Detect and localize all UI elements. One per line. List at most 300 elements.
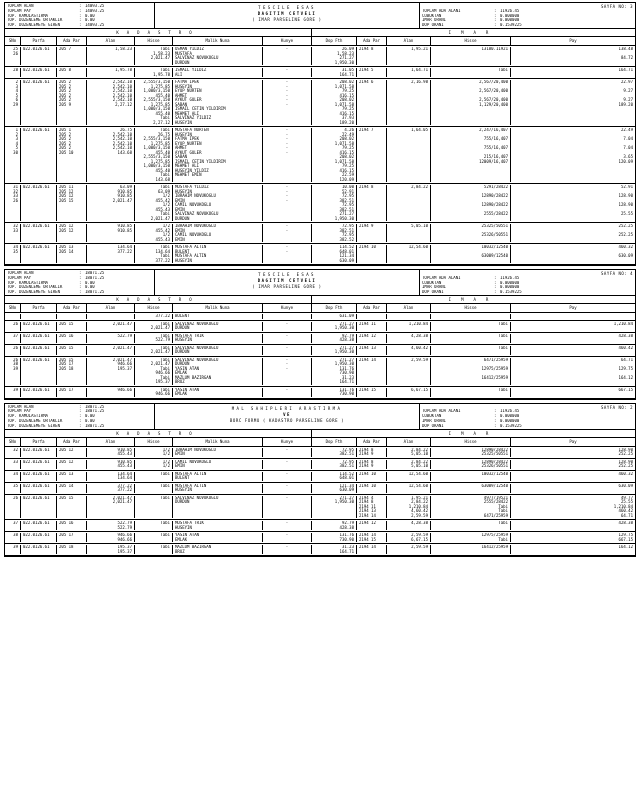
cell-parsel: 022.0126.61 [21,533,57,542]
cell-ihisse: 6471/25959 12975/25959 16412/25959 [431,358,511,385]
summary-value: 0.00 [85,280,95,285]
cell-alan: 2,021.47 2,021.47 [87,496,135,519]
cell-hisse: Tabi 522.79 [135,334,173,343]
column-header-sno: SNo [5,37,21,45]
cell-malik: MUSTAFA TRIK HUSEYIN [173,521,263,530]
summary-value: 0.00 [85,414,95,419]
cell-parsel: 022.0126.61 [21,128,57,182]
cell-kunye [263,314,312,319]
section-header [5,270,635,296]
cell-ialan: 2,16.98 [387,80,431,125]
cell-pay: 428.38 [618,333,633,338]
zoning-band-label: IMAR [448,30,499,35]
cell-hisse: 1/2 455.42 1/2 455.43 [135,224,173,242]
cell-adapar: 205 2 205 2 205 2 205 2 205 2 205 9 [57,80,87,125]
colon-separator: : [79,404,82,409]
cell-sno: 38 [5,533,21,542]
cell-alan: 195.37 195.37 [87,545,135,554]
cell-ialan: 12,54.60 [387,245,431,263]
cell-kunye: - [263,545,312,554]
cell-kunye: - [263,388,312,397]
cell-ialan: 1,210.84 [387,322,431,331]
cell-orfk: 31.23 164.71 [312,545,357,554]
cell-adapar: 205 13 [57,472,87,481]
cell-malik: BULENT [173,314,263,319]
cell-ialan: 2,59.59 [387,545,431,554]
cell-ihisse: 5291/28422 12890/28422 12890/28422 2555/28422 [431,185,511,221]
cell-ialan: 2,59.59 6,67.15 [387,533,431,542]
cell-parsel: 022.0126.61 [21,334,57,343]
block-total-value: 0.1539225 [500,23,522,28]
cell-sno: 32 [5,448,21,457]
column-header-parsel: Parfa [21,37,57,45]
table-row [5,357,635,387]
cell-hisse: 377.22 [135,314,173,319]
cell-malik: OSMAN YILDIZ MUSTAFA SALVINAZ NOVUKOGLU DURDUN [173,47,263,65]
cell-adapar: 205 13 205 14 [57,245,87,263]
cell-parsel: 022.0126.61 [21,224,57,242]
column-header-ialan: Alan [387,438,431,446]
cell-parsel: 022.0126.61 [21,185,57,221]
cadastre-band-label: KADASTRO [5,430,312,437]
cell-ialan: 12,54.60 [387,472,431,481]
column-header-parsel: Parfa [21,304,57,312]
cell-parsel: 022.0126.61 [21,388,57,397]
summary-value: 14093.25 [85,23,105,28]
cell-iadapar: 2194 12 [357,334,387,343]
cell-hisse: Tabi 63.09 1/2 455.42 1/2 455.43 Tabi 2,021.47 [135,185,173,221]
cell-orfk: 114.52 648.01 121.34 630.09 [312,245,357,263]
column-headers [5,304,635,313]
cell-pay: 164.12 [618,545,633,549]
block-total-value: 0.1539225 [500,290,522,295]
cell-malik: MAZLUM BAZIRGAN BRUZ [173,545,263,554]
summary-label: TOP. DUZENLEME ORTAKLIK [7,418,63,423]
block-total-value: 0.000000 [500,418,520,423]
cell-hisse: Tabi [135,496,173,519]
table-row [5,520,635,532]
column-header-iadapar: Ada Par [357,438,387,446]
block-total-label: TOPLAM ADA ALANI [422,275,461,280]
cell-ihisse: Tabi [431,68,511,77]
summary-label: TOP. KAMULASTIRMA [7,280,48,285]
cell-alan: 134.64 377.22 [87,245,135,263]
cell-ihisse: Tabi [431,334,511,343]
colon-separator: : [79,290,82,295]
block-total-value: 0.000000 [500,414,520,419]
cell-parsel: 022.0126.61 [21,47,57,65]
cell-adapar: 205 16 [57,521,87,530]
cell-orfk: 92.79 428.38 [312,521,357,530]
table-row [5,471,635,483]
cell-malik: SALVINAZ NOVUKOGLU DURDUN [173,346,263,355]
cell-kunye: - [263,334,312,343]
table-row [5,387,635,399]
colon-separator: : [494,8,497,13]
column-header-sno: SNo [5,304,21,312]
column-header-orfk: Dop Fth [312,37,357,45]
cell-iadapar: 2194 11 [357,322,387,331]
cell-iadapar: 2194 12 [357,521,387,530]
page-number: SAYFA NO: 4 [601,271,633,276]
cell-pay: 128.90 252.25 [618,459,633,468]
cell-alan: 522.79 [87,334,135,343]
column-header-orfk: Dop Fth [312,304,357,312]
cell-ihisse: 2,567/20,400 2,567/20,400 2,567/20,400 1,129/20,400 [431,80,511,125]
summary-label: TOP. DUZENLEMEYE GIREN [7,23,60,28]
block-total-value: 0.000000 [500,18,520,23]
zoning-band-label: IMAR [448,430,499,436]
cell-malik: SALVINAZ NOVUKOGLU DURDUN [173,322,263,331]
colon-separator: : [79,13,82,18]
cell-orfk: 631.09 [312,314,357,319]
cell-alan: 1,95.78 [87,68,135,77]
block-total-value: 0.000000 [500,285,520,290]
cell-ihisse: 25325/50551 25326/50551 [431,224,511,242]
cell-ihisse: Tabi [431,521,511,530]
cell-pay: 164.71 [618,68,633,72]
table-row [5,67,635,79]
column-header-kunye: Kunye [263,438,312,446]
cell-ialan: 12,54.60 [387,484,431,493]
colon-separator: : [494,418,497,423]
cell-alan: 134.64 134.64 [87,472,135,481]
form-section [4,2,636,266]
cell-ialan: 1,95.21 [387,47,431,65]
cell-adapar: 205 12 [57,460,87,469]
cell-malik: MUSTAFA ALTIN BULENT MUSTAFA ALTIN HUSEYIN [173,245,263,263]
cell-kunye: - [263,322,312,331]
column-header-ihisse: Hisse [431,304,511,312]
cell-hisse: Tabi [135,533,173,542]
cell-malik: IBRAHIM NOVUKOGLU EMIN [173,448,263,457]
cell-orfk: 271.27 1,950.30 [312,496,357,519]
cell-adapar: 205 16 [57,334,87,343]
column-header-malik: Malik Nuna [173,304,263,312]
cell-sno: 34 35 [5,245,21,263]
summary-line [7,290,152,295]
cell-orfk: 4.26 22.49 208.02 1,071.58 79.25 416.15 208.02 1,071.58 79.25 416.15 22.59 120.09 [312,128,357,182]
column-header-hisse: Hisse [135,304,173,312]
block-total-value: 11926.45 [500,8,520,13]
cell-alan: 2,021.47 946.66 195.37 [87,358,135,385]
colon-separator: : [79,4,82,8]
cell-ialan: 6,67.15 [387,388,431,397]
column-header-iadapar: Ada Par [357,304,387,312]
cell-ihisse: 12890/28422 25326/50551 [431,460,511,469]
cell-hisse: Tabi [135,484,173,493]
summary-line [7,424,152,429]
block-total-label: DOP ORANI [422,290,444,295]
colon-separator: : [494,285,497,290]
cell-hisse: Tabi 2,021.47 [135,322,173,331]
cell-alan: 2,542.10 2,542.10 2,542.10 2,542.10 2,542.10 2,27.12 [87,80,135,125]
cell-kunye: - [263,484,312,493]
table-row [5,532,635,544]
cell-hisse: Tabi 134.64 Tabi 377.22 [135,245,173,263]
column-header-sno: SNo [5,438,21,446]
cell-pay: 52.91 128.90 128.90 25.55 [618,185,633,216]
cell-pay: 128.90 252.25 [618,447,633,456]
cell-sno: 37 [5,521,21,530]
cell-hisse: Tabi [135,545,173,554]
block-total-label: IMAR ORANI [422,418,447,423]
cell-hisse: Tabi [135,521,173,530]
cell-pay: 22.49 7.04 7.04 3.65 120.09 [618,128,633,164]
summary-label: TOPLAM PAY [7,275,32,280]
cell-kunye: - [263,472,312,481]
cell-sno [5,314,21,319]
block-total-label: TOPLAM ADA ALANI [422,409,461,414]
block-total-line [422,424,633,429]
cell-pay: 22.97 9.27 9.27 189.20 [618,80,633,107]
summary-value: 18071.25 [85,275,105,280]
cell-iadapar: 2194 5 [357,68,387,77]
column-header-orfk: Dop Fth [312,438,357,446]
cell-pay: 252.25 252.25 [618,224,633,237]
cell-iadapar: 2194 4 2194 8 2194 11 2194 13 2194 14 [357,496,387,519]
cell-malik: MUSTAFA ALTIN HUSEYIN [173,484,263,493]
zoning-band-label: IMAR [448,297,499,302]
block-total-label: DOP ORANI [422,23,444,28]
cell-parsel: 022.0126.61 [21,545,57,554]
cell-iadapar: 2194 14 [357,545,387,554]
cell-parsel: 022.0126.61 [21,68,57,77]
cell-orfk: 26.09 1,58.23 271.27 1,950.30 [312,47,357,65]
block-totals [420,270,635,295]
section-header [5,3,635,29]
block-total-label: CUBUKTAN [422,414,442,419]
cell-ialan: 2,59.59 [387,358,431,385]
cell-sno: 37 [5,334,21,343]
cell-alan: 910.85 455.43 [87,460,135,469]
column-header-pay: Pay [569,305,577,310]
colon-separator: : [79,18,82,23]
summary-label: TOPLAM PAY [7,8,32,13]
cell-adapar [57,314,87,319]
cell-pay: 64.71 129.75 164.12 [618,357,633,380]
cell-orfk: 72.95 382.51 [312,448,357,457]
cell-hisse: Tabi 2,021.47 [135,346,173,355]
summary-totals [5,3,155,28]
form-basis: ( IMAR PARSELINE GORE ) [252,284,322,289]
colon-separator: : [79,23,82,28]
cell-kunye: - [263,448,312,457]
group-bands [5,430,635,438]
colon-separator: : [494,275,497,280]
summary-label: TOP. DUZENLEME ORTAKLIK [7,18,63,23]
cell-adapar: 205 17 [57,533,87,542]
colon-separator: : [494,18,497,23]
cell-ialan: 1,95.21 2,84.22 1,210.84 4,60.42 2,59.59 [387,496,431,519]
form-subtitle: DAGITIM CETVELI [257,278,317,283]
form-title: TESCILE ESAS [258,272,316,277]
cell-sno: 26 [5,496,21,519]
cell-pay: 428.38 [618,521,633,525]
colon-separator: : [79,271,82,275]
cell-ialan: 1,64.05 [387,128,431,182]
cell-sno: 33 [5,460,21,469]
cell-parsel: 022.0126.61 [21,484,57,493]
cell-ialan: 2,84.22 5,05.10 [387,448,431,457]
summary-value: 0.00 [85,285,95,290]
cell-adapar: 205 14 [57,484,87,493]
block-total-value: 0.000000 [500,280,520,285]
cell-alan [87,314,135,319]
table-row [5,46,635,67]
table-row [5,313,635,321]
summary-label: TOP. KAMULASTIRMA [7,13,48,18]
cell-alan: 946.66 [87,388,135,397]
form-title-block [155,270,420,295]
cell-sno: 26 38 39 [5,358,21,385]
cell-malik: YASIN ATAN EMLAK [173,388,263,397]
column-header-ihisse: Hisse [431,37,511,45]
cadastre-band-label: KADASTRO [5,296,312,303]
cell-pay [511,314,635,319]
cell-adapar: 205 15 [57,322,87,331]
column-headers [5,438,635,447]
cell-parsel: 022.0126.61 [21,472,57,481]
cell-kunye: - [263,68,312,77]
cell-iadapar: 2194 6 [357,80,387,125]
cell-sno: 35 [5,484,21,493]
cell-ihisse: 63009/12540 [431,484,511,493]
summary-label: TOPLAM ALAN [7,271,34,275]
page-number: SAYFA NO: 2 [601,404,633,410]
colon-separator: : [79,8,82,13]
cell-malik: IBRAHIM NOVUKOGLU EMIN CAMIL NOVUKOGLU EMIN [173,224,263,242]
cell-pay: 630.09 [618,483,633,488]
column-header-parsel: Parfa [21,438,57,446]
cell-alan: 910.85 455.43 [87,448,135,457]
cell-ihisse: 4977/19521 2555/28422 Tabi Tabi 6471/25959 [431,496,511,519]
cell-ialan: 4,28.38 [387,334,431,343]
cell-kunye: - - [263,224,312,242]
cell-kunye: - - - - [263,185,312,221]
summary-value: 0.00 [85,418,95,423]
cell-kunye: - - - - - - [263,128,312,182]
block-total-label: CUBUKTAN [422,280,442,285]
cell-kunye: - - [263,245,312,263]
cell-kunye: - [263,521,312,530]
table-row [5,127,635,184]
cell-malik: MUSTAFA TRIK HUSEYIN [173,334,263,343]
cell-alan: 63.09 910.85 910.85 2,021.47 [87,185,135,221]
cell-hisse: Tabi 1,58.23 2,021.47 [135,47,173,65]
cell-ialan [387,314,431,319]
cell-ihisse [431,314,511,319]
table-row [5,459,635,471]
cell-parsel: 022.0126.61 [21,245,57,263]
colon-separator: : [494,280,497,285]
cell-iadapar: 2194 10 [357,245,387,263]
column-header-hisse: Hisse [135,37,173,45]
form-section [4,403,636,558]
colon-separator: : [79,423,82,428]
cell-iadapar: 2194 7 [357,128,387,182]
cell-iadapar: 2194 8 [357,185,387,221]
column-header-alan: Alan [87,304,135,312]
cell-kunye: - [263,346,312,355]
cell-hisse: Tabi 1,95.78 [135,68,173,77]
cell-ialan: 2,84.22 5,05.10 [387,460,431,469]
cell-pay: 460.32 630.09 [618,245,633,258]
summary-label: TOP. DUZENLEME ORTAKLIK [7,285,63,290]
cell-orfk: 10.00 52.91 72.95 382.51 72.95 382.51 271.27 1,950.30 [312,185,357,221]
cell-orfk: 271.27 1,950.30 [312,346,357,355]
column-header-iadapar: Ada Par [357,37,387,45]
block-totals [420,404,635,429]
cell-ihisse: Tabi [431,346,511,355]
block-total-value: 0.000000 [500,13,520,18]
cell-parsel: 022.0126.61 [21,80,57,125]
block-total-line [422,290,633,295]
table-row [5,79,635,127]
summary-label: TOP. DUZENLEMEYE GIREN [7,290,60,295]
cell-adapar: 205 12 205 12 [57,224,87,242]
cell-adapar: 205 15 205 17 205 18 [57,358,87,385]
colon-separator: : [79,409,82,414]
cell-parsel: 022.0126.61 [21,358,57,385]
cell-sno: 34 [5,472,21,481]
table-row [5,495,635,521]
page-number: SAYFA NO: 3 [601,4,633,9]
column-header-adapar: Ada Par [57,438,87,446]
cell-adapar: 205 12 [57,448,87,457]
cell-pay: 129.75 667.15 [618,533,633,542]
cell-iadapar: 2194 8 [357,47,387,65]
block-total-line [422,23,633,28]
table-row [5,333,635,345]
summary-value: 0.00 [85,18,95,23]
cell-kunye: - [263,533,312,542]
cell-ihisse: Tabi [431,322,511,331]
cell-iadapar: 2194 14 [357,358,387,385]
colon-separator: : [79,275,82,280]
cell-kunye: - [263,496,312,519]
cell-sno: 26 [5,322,21,331]
cell-malik: MUSTAFA NURTEN HUSEYIN FATMA IPEK EYUP NURTEN AHMET AYKUT GULER SABAN ISMAIL CETIN YILDIRIM MEHMET ALI HUSEYIN YILDIZ MEHMET EMIN [173,128,263,182]
cell-hisse: 2,555/3,150 1,275.85 1,000/3,150 455.40 2,555/3,150 1,275.85 1,000/3,150 455.40 Tabi 2,27.12 [135,80,173,125]
column-header-alan: Alan [87,37,135,45]
summary-label: TOP. KAMULASTIRMA [7,414,48,419]
summary-label: TOPLAM ALAN [7,404,34,409]
cell-pay: 460.32 [618,471,633,476]
cell-iadapar: 2194 9 [357,224,387,242]
cell-alan: 2,021.47 [87,346,135,355]
column-header-pay: Pay [569,438,577,444]
column-header-adapar: Ada Par [57,37,87,45]
cell-parsel: 022.0126.61 [21,346,57,355]
cell-orfk: 131.76 730.90 [312,533,357,542]
cell-iadapar: 2194 14 2194 15 [357,533,387,542]
cell-malik: CAMIL NOVUKOGLU EMIN [173,460,263,469]
cell-iadapar: 2194 13 [357,346,387,355]
block-total-label: CUBUKTAN [422,13,442,18]
cell-adapar: 205 17 [57,388,87,397]
cell-parsel: 022.0126.61 [21,460,57,469]
cell-alan: 1,58.23 [87,47,135,65]
colon-separator: : [494,23,497,28]
column-header-ialan: Alan [387,304,431,312]
group-bands [5,296,635,304]
table-row [5,483,635,495]
summary-value: 14093.25 [85,8,105,13]
table-row [5,184,635,223]
cell-iadapar: 2194 8 2194 9 [357,448,387,457]
block-total-label: IMAR ORANI [422,285,447,290]
